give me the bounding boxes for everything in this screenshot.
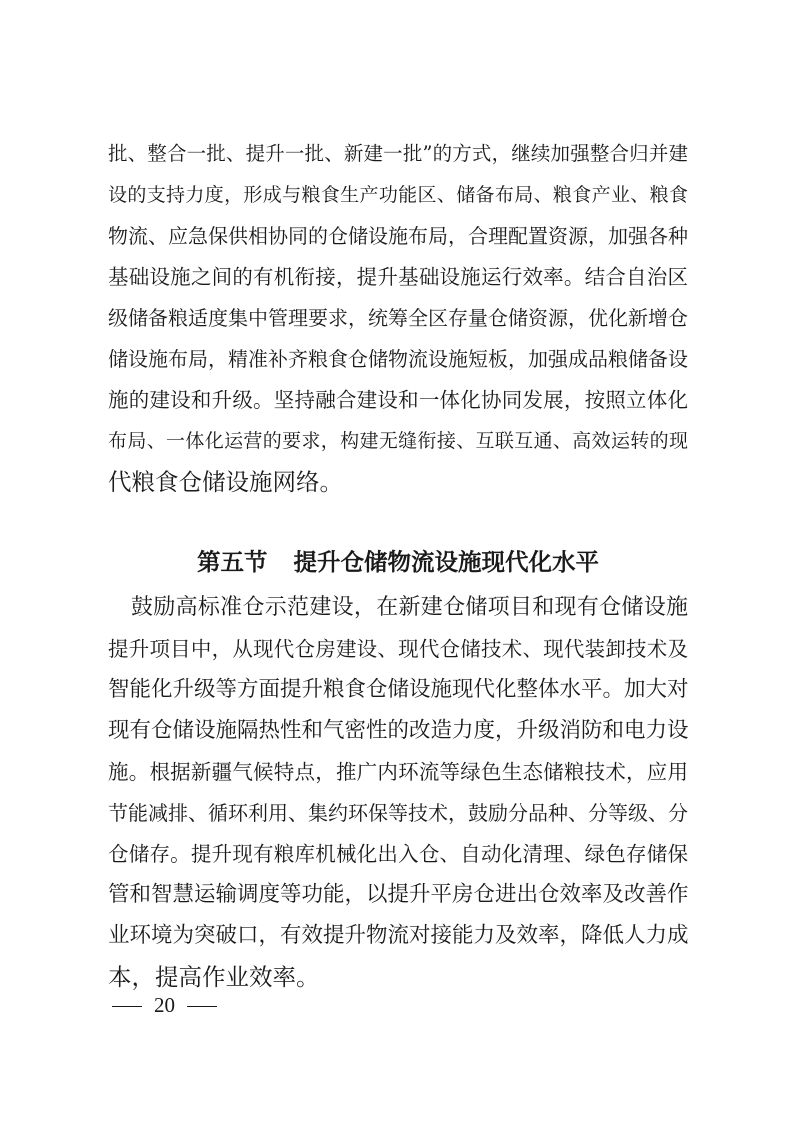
page-number-value: 20: [154, 993, 175, 1017]
paragraph-line: 设的支持力度，形成与粮食生产功能区、储备布局、粮食产业、粮食: [108, 184, 688, 206]
paragraph-line: 本，提高作业效率。: [108, 963, 320, 991]
paragraph-line: 智能化升级等方面提升粮食仓储设施现代化整体水平。加大对: [108, 677, 689, 702]
paragraph-line: 储设施布局，精准补齐粮食仓储物流设施短板，加强成品粮储备设: [108, 347, 688, 371]
paragraph-line: 仓储存。提升现有粮库机械化出入仓、自动化清理、绿色存储保: [108, 842, 688, 866]
paragraph-line: 节能减排、循环利用、集约环保等技术，鼓励分品种、分等级、分: [108, 801, 688, 825]
paragraph-line: 现有仓储设施隔热性和气密性的改造力度，升级消防和电力设: [108, 718, 689, 743]
paragraph-line: 施的建设和升级。坚持融合建设和一体化协同发展，按照立体化: [108, 388, 688, 412]
paragraph-line: 批、整合一批、提升一批、新建一批”的方式，继续加强整合归并建: [108, 142, 688, 165]
paragraph-line: 物流、应急保供相协同的仓储设施布局，合理配置资源，加强各种: [108, 224, 688, 248]
page-number: [112, 990, 217, 1020]
paragraph-line: 级储备粮适度集中管理要求，统筹全区存量仓储资源，优化新增仓: [108, 306, 688, 330]
page-number-dash-left: [112, 1006, 142, 1007]
paragraph-line: 提升项目中，从现代仓房建设、现代仓储技术、现代装卸技术及: [108, 637, 688, 661]
section-heading: [108, 542, 688, 582]
paragraph-line: 代粮食仓储设施网络。: [108, 468, 343, 496]
paragraph-line: 基础设施之间的有机衔接，提升基础设施运行效率。结合自治区: [108, 265, 688, 289]
paragraph-line: 鼓励高标准仓示范建设，在新建仓储项目和现有仓储设施: [131, 595, 688, 620]
section-number: 第五节: [197, 548, 268, 576]
paragraph-line: 布局、一体化运营的要求，构建无缝衔接、互联互通、高效运转的现: [108, 430, 688, 452]
paragraph-line: 业环境为突破口，有效提升物流对接能力及效率，降低人力成: [108, 923, 689, 948]
page-number-dash-right: [187, 1006, 217, 1007]
paragraph-line: 管和智慧运输调度等功能，以提升平房仓进出仓效率及改善作: [108, 882, 689, 907]
section-title: 提升仓储物流设施现代化水平: [293, 548, 599, 576]
paragraph-line: 施。根据新疆气候特点，推广内环流等绿色生态储粮技术，应用: [108, 760, 688, 784]
